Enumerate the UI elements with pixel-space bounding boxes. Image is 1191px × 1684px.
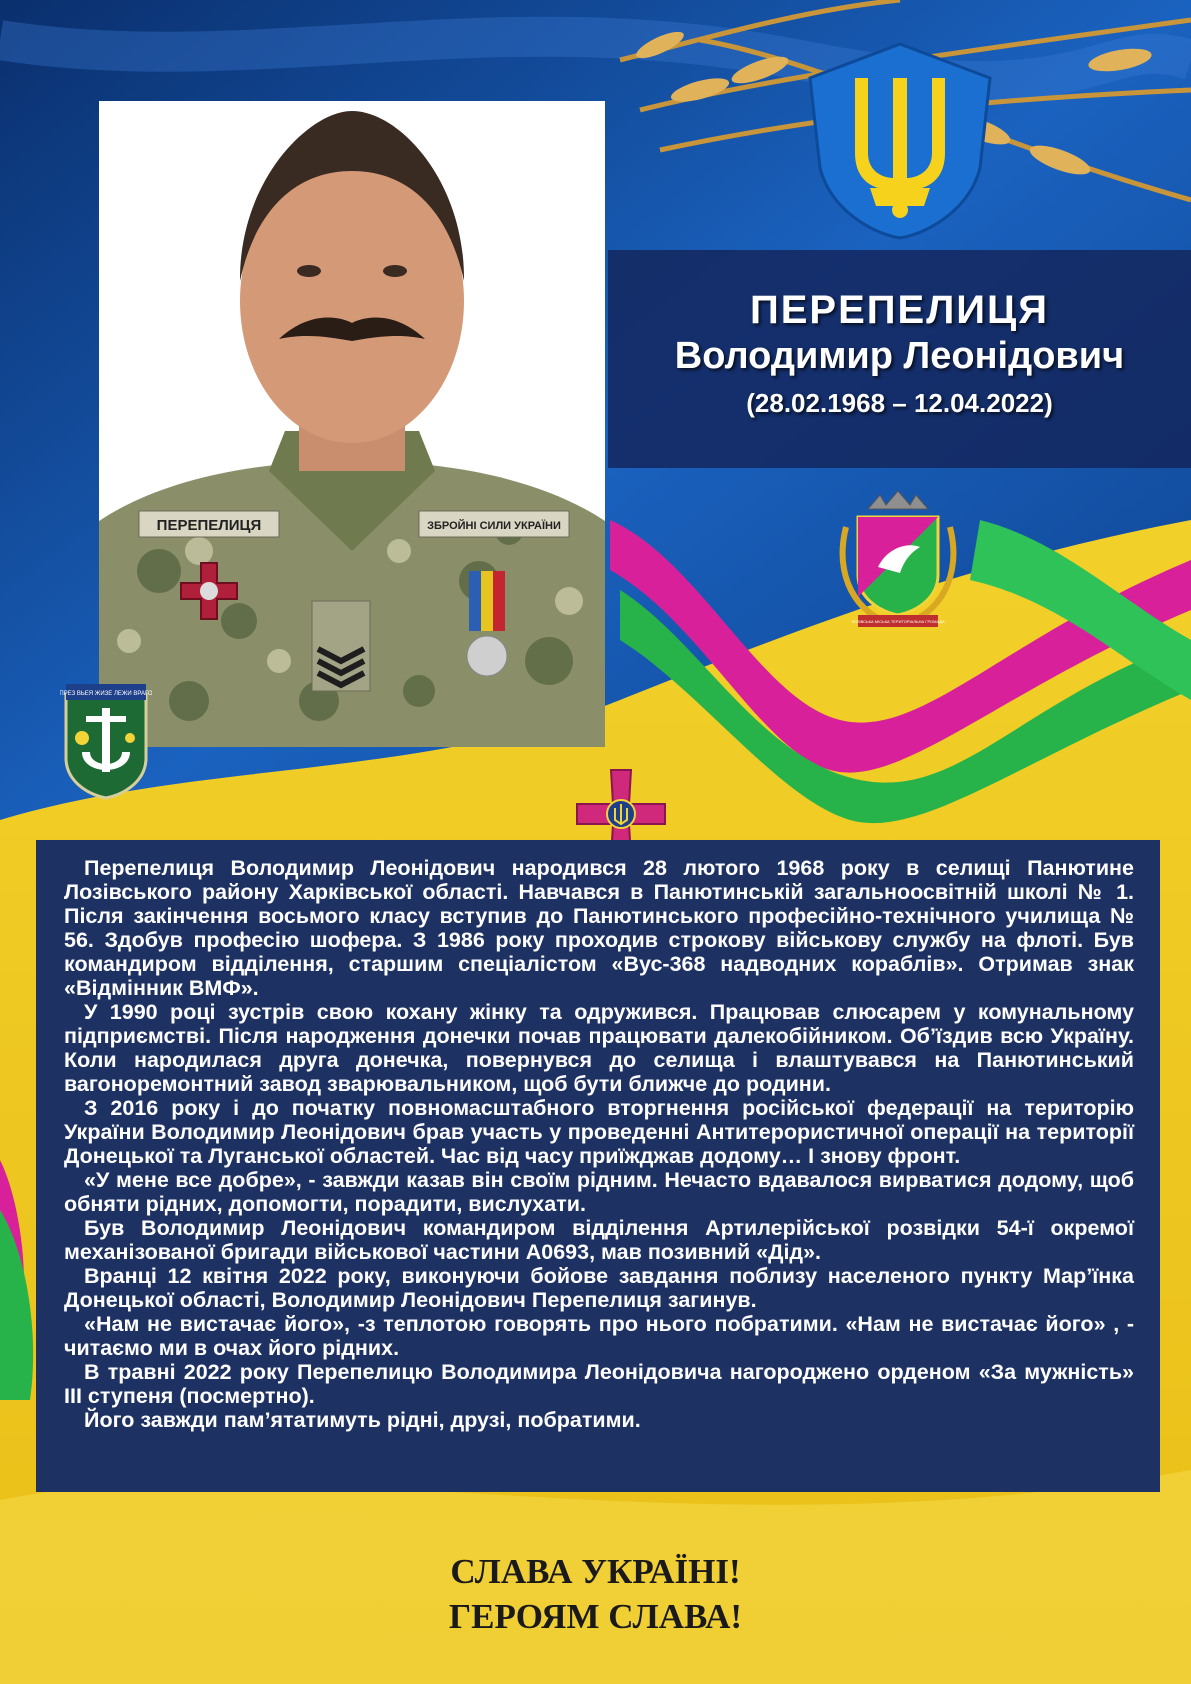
biography-paragraph: «Нам не вистачає його», -з теплотою говорять про нього побратими. «Нам не вистачає його» , - читаємо ми в очах його рідних.	[64, 1312, 1134, 1360]
hero-portrait	[99, 101, 605, 747]
biography-paragraph: Вранці 12 квітня 2022 року, виконуючи бойове завдання поблизу населеного пункту Мар’їнка Донецької області, Володимир Леонідович Перепелиця загинув.	[64, 1264, 1134, 1312]
hero-surname: ПЕРЕПЕЛИЦЯ	[749, 288, 1049, 332]
biography-paragraph: Його завжди пам’ятатимуть рідні, друзі, побратими.	[84, 1408, 641, 1432]
biography-paragraph: В травні 2022 року Перепелицю Володимира Леонідовича нагороджено орденом «За мужність» ІІІ ступеня (посмертно).	[64, 1360, 1134, 1408]
name-tape-text: ПЕРЕПЕЛИЦЯ	[156, 517, 262, 534]
hero-life-dates: (28.02.1968 – 12.04.2022)	[746, 388, 1053, 418]
ribbon-medal-icon	[467, 571, 507, 676]
unit-patch-motto: ПРЕЗ ВЬЕЯ ЖИЗЕ ЛЕЖИ ВРАГО	[60, 691, 152, 697]
city-coat-of-arms-icon	[828, 487, 968, 629]
slogan-line-2: ГЕРОЯМ СЛАВА!	[448, 1597, 743, 1636]
biography-paragraph: З 2016 року і до початку повномасштабного вторгнення російської федерації на територію України Володимир Леонідович брав участь у проведенні Антитерористичної операції на території Донецької та Луганської областей. Час від часу приїжджав додому… І знову фронт.	[64, 1096, 1134, 1168]
biography-paragraph: У 1990 році зустрів свою кохану жінку та одружився. Працював слюсарем у комунальному підприємстві. Після народження донечки почав працювати далекобійником. Об’їздив всю Україну. Коли народилася друга донечка, повернувся до селища і влаштувався на Панютинський вагоноремонтний завод зварювальником, щоб бути ближче до родини.	[64, 1000, 1134, 1096]
unit-patch-icon	[60, 680, 152, 800]
biography-paragraph: Перепелиця Володимир Леонідович народився 28 лютого 1968 року в селищі Панютине Лозівського району Харківської області. Навчався в Панютинській загальноосвітній школі № 1. Після закінчення восьмого класу вступив до Панютинського професійно-технічного училища № 56. Здобув професію шофера. З 1986 року проходив строкову військову службу на флоті. Був командиром відділення, старшим спеціалістом «Вус-368 надводних кораблів». Отримав знак «Відмінник ВМФ».	[64, 856, 1134, 1000]
biography-paragraph: «У мене все добре», - завжди казав він своїм рідним. Нечасто вдавалося вирватися додому, щоб обняти рідних, допомогти, порадити, вислухати.	[64, 1168, 1134, 1216]
biography-paragraph: Був Володимир Леонідович командиром відділення Артилерійської розвідки 54-ї окремої механізованої бригади військової частини А0693, мав позивний «Дід».	[64, 1216, 1134, 1264]
hero-given-names: Володимир Леонідович	[674, 335, 1125, 377]
rank-patch-icon	[312, 601, 370, 691]
biography-box	[36, 840, 1160, 1492]
hero-name-block	[608, 288, 1191, 419]
soldier-portrait-image	[99, 101, 605, 747]
city-arms-motto: ЛОЗІВСЬКА МІСЬКА ТЕРИТОРІАЛЬНА ГРОМАДА	[851, 619, 945, 624]
service-tape-text: ЗБРОЙНІ СИЛИ УКРАЇНИ	[427, 520, 561, 532]
slogan-line-1: СЛАВА УКРАЇНІ!	[450, 1552, 741, 1591]
trident-icon	[800, 38, 1000, 243]
